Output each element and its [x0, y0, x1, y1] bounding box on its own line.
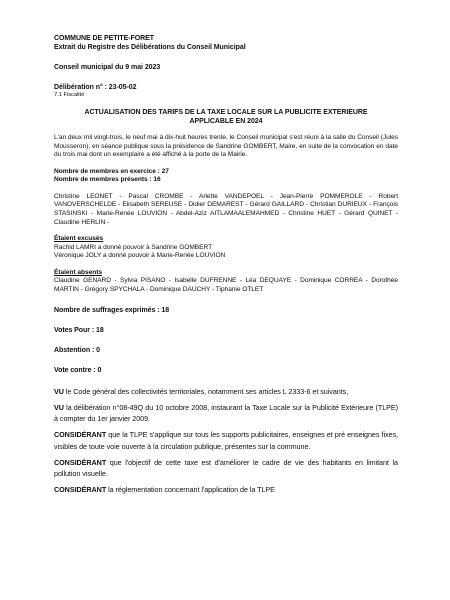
votes-for: Votes Pour : 18 [54, 326, 104, 334]
legal-clause [54, 457, 398, 479]
legal-clause-text: la délibération n°08-49Q du 10 octobre 2008, instaurant la Taxe Locale sur la Publicité Extérieure (TLPE) à compter du 1er janvier 2009. [54, 403, 398, 424]
meeting-title: Conseil municipal du 9 mai 2023 [54, 64, 161, 72]
votes-against: Vote contre : 0 [54, 366, 102, 374]
legal-clause-keyword: VU [54, 386, 64, 396]
absent-members-list: Claudine GENARD - Sylvia PISANO - Isabelle DUFRENNE - Léa DEQUAYE - Dominique CORREA - Dorothée MARTIN - Grégory SPYCHALA - Dominique DAUCHY - Tiphanie OTLET [54, 277, 398, 293]
votes-expressed: Nombre de suffrages exprimés : 18 [54, 306, 170, 314]
legal-clause-text: le Code général des collectivités territoriales, notamment ses articles L 2333-6 et suivants, [63, 386, 349, 396]
legal-clause [54, 429, 398, 451]
subject-title [54, 108, 398, 126]
members-present: Nombre de membres présents : 16 [54, 176, 161, 184]
subject-title-line2: APPLICABLE EN 2024 [189, 118, 263, 125]
legal-clause-keyword: CONSIDÉRANT [54, 457, 107, 467]
excused-line: Rachid LAMRI a donné pouvoir à Sandrine GOMBERT [54, 243, 213, 251]
meeting-intro-paragraph: L'an deux mil vingt-trois, le neuf mai à dix-huit heures trente, le Conseil municipal s'est réuni à la salle du Conseil (Jules Mousseron), en séance publique sous la présidence de Sandrine GOMBERT, Maire, en suite de la convocation en date du trois mai dont un exemplaire a été affiché à la porte de la Mairie. [54, 134, 398, 159]
excused-heading: Étaient excusés [54, 235, 104, 243]
legal-clause-keyword: VU [54, 403, 64, 413]
legal-clause-text: la réglementation concernant l'application de la TLPE [106, 485, 275, 494]
excused-line: Véronique JOLY a donné pouvoir à Marie-Renée LOUVION [54, 252, 226, 260]
deliberation-number: Délibération n° : 23-05-02 [54, 84, 137, 92]
present-members-list: Christine LEONET - Pascal CROMBE - Arlette VANDEPOEL - Jean-Pierre POMMEROLE - Robert VANOVERSCHELDE - Elisabeth SEREUSE - Didier DEMAREST - Gérard GAILLARD - Christian DURIEUX - François STASINSKI - Marie-Renée LOUVION - Abdel-Aziz AITLAMAALEMAHMED - Christine HUET - Gérard QUINET - Claudine HERLIN - [54, 192, 398, 226]
legal-clause-text: que l'objectif de cette taxe est d'améliorer le cadre de vie des habitants en limitant la pollution visuelle. [54, 457, 398, 478]
deliberation-category: 7.1 Fiscalité [54, 92, 85, 99]
registry-extract-title: Extrait du Registre des Délibérations du Conseil Municipal [54, 44, 246, 52]
legal-clause [54, 402, 398, 424]
legal-clause-text: que la TLPE s'applique sur tous les supports publicitaires, enseignes et pré enseignes fixes, visibles de toute voie ouverte à la circulation publique, présentes sur la commune. [54, 430, 398, 451]
subject-title-line1: ACTUALISATION DES TARIFS DE LA TAXE LOCALE SUR LA PUBLICITE EXTERIEURE [84, 108, 368, 116]
legal-clause-keyword: CONSIDÉRANT [54, 430, 107, 440]
legal-clause [54, 386, 398, 397]
legal-clause-keyword: CONSIDÉRANT [54, 485, 107, 494]
members-in-office: Nombre de membres en exercice : 27 [54, 167, 169, 175]
commune-name: COMMUNE DE PETITE-FORET [54, 35, 154, 42]
legal-clause [54, 484, 398, 495]
absent-heading: Étaient absents [54, 268, 102, 276]
votes-abstention: Abstention : 0 [54, 346, 100, 354]
